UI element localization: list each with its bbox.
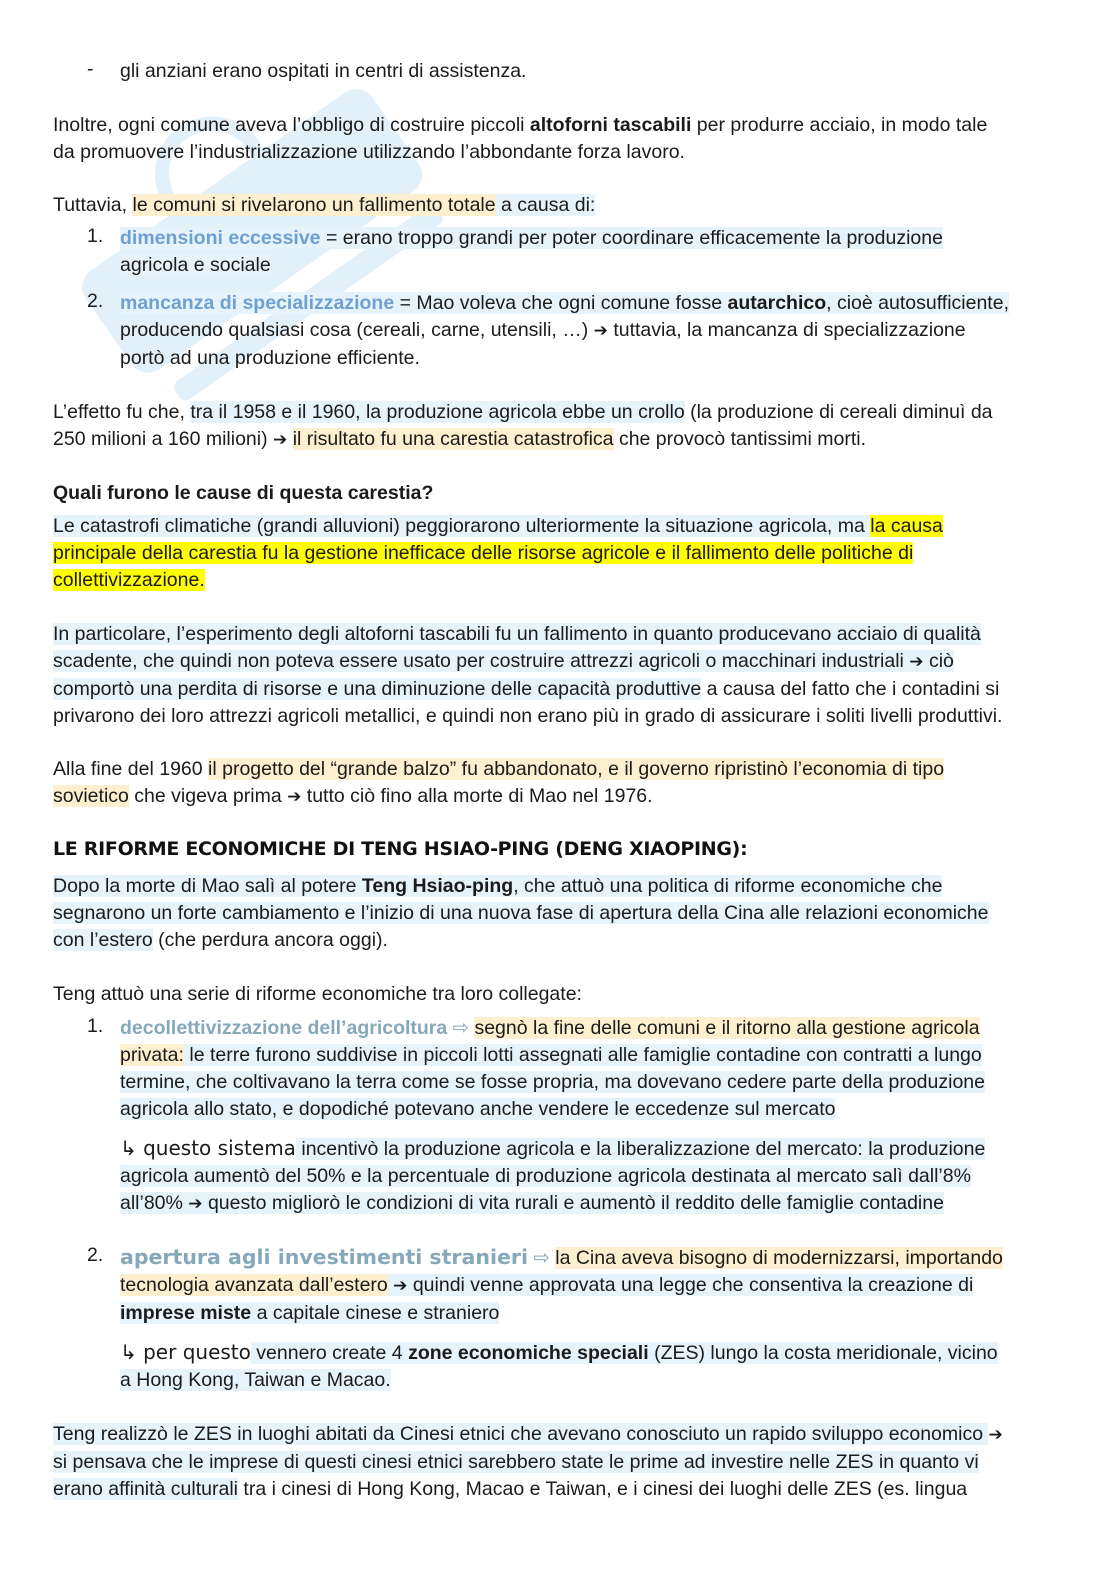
- highlight-span: incentivò la produzione agricola e la liberalizzazione del mercato: la produzione: [295, 1138, 986, 1160]
- text-span: Inoltre, ogni comune aveva l’obbligo di costruire piccoli: [53, 114, 530, 136]
- bullet-anziani: gli anziani erano ospitati in centri di assistenza.: [120, 60, 527, 82]
- text-span: che vigeva prima: [128, 785, 288, 807]
- highlight-span: erano affinità culturali: [53, 1478, 239, 1500]
- paragraph-particolare: [53, 621, 1063, 730]
- paragraph-inoltre: [53, 112, 1063, 166]
- text-span: all’80%: [120, 1192, 189, 1214]
- cause-item-2: [120, 290, 1065, 372]
- text-span: 250 milioni a 160 milioni): [53, 428, 274, 450]
- text-span: Dopo la morte di Mao salì al potere: [53, 875, 362, 897]
- strong-highlight: la causa: [870, 515, 943, 537]
- arrow-icon: ➔: [287, 787, 302, 807]
- highlight-fallimento: le comuni si rivelarono un fallimento totale: [132, 194, 496, 216]
- text-span: che provocò tantissimi morti.: [613, 428, 867, 450]
- highlight-span: termine, che coltivavano la terra come se fosse propria, ma dovevano cedere parte della produzione: [120, 1071, 985, 1093]
- text-span: = Mao voleva che ogni comune fosse: [394, 292, 728, 314]
- text-span: tra i cinesi di Hong Kong, Macao e Taiwan, e i cinesi dei luoghi delle ZES (es. lingua: [238, 1478, 968, 1500]
- cause-item-1: [120, 225, 1065, 279]
- term-apertura: apertura agli investimenti stranieri: [120, 1245, 529, 1269]
- list-number-2: 2.: [87, 1244, 104, 1266]
- text-line: portò ad una produzione efficiente.: [120, 347, 420, 369]
- arrow-icon: ➔: [273, 430, 288, 450]
- highlight-span: agricola aumentò del 50% e la percentuale di produzione agricola destinata al mercato salì dall’8%: [120, 1165, 971, 1187]
- highlight-crollo: tra il 1958 e il 1960, la produzione agricola ebbe un crollo: [190, 401, 685, 423]
- bold-zes: zone economiche speciali: [408, 1342, 649, 1364]
- sub-arrow-heading: ↳ per questo: [120, 1340, 251, 1364]
- text-span: , cioè autosufficiente,: [826, 292, 1009, 314]
- highlight-span: le terre furono suddivise in piccoli lotti assegnati alle famiglie contadine con contratti a lungo: [183, 1044, 982, 1066]
- double-arrow-icon: ⇨: [447, 1017, 475, 1039]
- highlight-span: sovietico: [53, 785, 129, 807]
- highlight-span: privata:: [120, 1044, 184, 1066]
- term-decollettivizzazione: decollettivizzazione dell’agricoltura: [120, 1017, 448, 1039]
- list-number-1: 1.: [87, 1015, 104, 1037]
- paragraph-catastrofi: [53, 513, 1063, 594]
- paragraph-zes: [53, 1421, 1068, 1503]
- text-span: (che perdura ancora oggi).: [152, 929, 388, 951]
- reform-1-consequence: [120, 1135, 1065, 1218]
- paragraph-fine-1960: [53, 756, 1063, 811]
- arrow-icon: ➔: [593, 321, 608, 341]
- text-span: Tuttavia,: [53, 194, 133, 216]
- highlight-span: con l’estero: [53, 929, 153, 951]
- strong-highlight: principale della carestia fu la gestione inefficace delle risorse agricole e il fallimento delle politiche di: [53, 542, 914, 564]
- bold-altoforni: altoforni tascabili: [529, 114, 692, 136]
- text-line: da promuovere l’industrializzazione utilizzando l’abbondante forza lavoro.: [53, 141, 685, 163]
- highlight-span: In particolare, l’esperimento degli altoforni tascabili fu un fallimento in quanto producevano acciaio di qualità: [53, 623, 981, 645]
- paragraph-teng-attuo: Teng attuò una serie di riforme economiche tra loro collegate:: [53, 983, 582, 1005]
- bold-autarchico: autarchico: [727, 292, 827, 314]
- text-span: a causa del fatto che i contadini si: [701, 678, 1000, 700]
- highlight-span: a causa di:: [495, 194, 596, 216]
- highlight-span: agricola e sociale: [120, 254, 271, 276]
- arrow-icon: ➔: [188, 1194, 203, 1214]
- text-span: (ZES) lungo la costa meridionale, vicino: [648, 1342, 998, 1364]
- text-line: privarono dei loro attrezzi agricoli metallici, e quindi non erano più in grado di assicurare i soliti livelli produttivi.: [53, 705, 1003, 727]
- reform-item-1: [120, 1015, 1065, 1123]
- highlight-span: Le catastrofi climatiche (grandi alluvioni) peggiorarono ulteriormente la situazione agricola, ma: [53, 515, 871, 537]
- bold-imprese-miste: imprese miste: [120, 1302, 252, 1324]
- term-specializzazione: mancanza di specializzazione: [120, 292, 395, 314]
- double-arrow-icon: ⇨: [528, 1247, 556, 1269]
- arrow-icon: ➔: [909, 652, 924, 672]
- paragraph-dopo: [53, 873, 1063, 954]
- highlight-span: comportò una perdita di risorse e una diminuzione delle capacità produttive: [53, 678, 702, 700]
- highlight-span: Teng realizzò le ZES in luoghi abitati da Cinesi etnici che avevano conosciuto un rapido sviluppo economico: [53, 1423, 989, 1445]
- highlight-span: la Cina aveva bisogno di modernizzarsi, importando: [555, 1247, 1003, 1269]
- highlight-carestia: il risultato fu una carestia catastrofica: [292, 428, 614, 450]
- text-span: , che attuò una politica di riforme economiche che: [513, 875, 943, 897]
- text-span: ciò: [923, 650, 954, 672]
- sub-arrow-heading: ↳ questo sistema: [120, 1136, 296, 1160]
- arrow-icon: ➔: [988, 1425, 1003, 1445]
- text-span: questo migliorò le condizioni di vita rurali e aumentò il reddito delle famiglie contadine: [202, 1192, 944, 1214]
- list-dash: -: [87, 58, 94, 80]
- highlight-span: a Hong Kong, Taiwan e Macao.: [120, 1369, 391, 1391]
- reform-item-2: [120, 1244, 1065, 1327]
- text-span: Alla fine del 1960: [53, 758, 209, 780]
- text-span: tuttavia, la mancanza di specializzazione: [607, 319, 966, 341]
- reform-2-consequence: [120, 1339, 1065, 1394]
- section-title: LE RIFORME ECONOMICHE DI TENG HSIAO-PING (DENG XIAOPING):: [53, 838, 748, 860]
- highlight-span: segnarono un forte cambiamento e l’inizio di una nuova fase di apertura della Cina alle relazioni economiche: [53, 902, 989, 924]
- question-heading: Quali furono le cause di questa carestia?: [53, 482, 434, 504]
- term-dimensioni: dimensioni eccessive: [120, 227, 321, 249]
- text-span: = erano troppo grandi per poter coordinare efficacemente la produzione: [320, 227, 943, 249]
- text-span: scadente, che quindi non poteva essere usato per costruire attrezzi agricoli o macchinari industriali: [53, 650, 910, 672]
- bold-teng: Teng Hsiao-ping: [361, 875, 514, 897]
- text-span: (la produzione di cereali diminuì da: [684, 401, 993, 423]
- text-span: per produrre acciaio, in modo tale: [691, 114, 988, 136]
- text-span: quindi venne approvata una legge che consentiva la creazione di: [407, 1274, 974, 1296]
- text-span: [287, 428, 292, 450]
- paragraph-effetto: [53, 399, 1063, 454]
- arrow-icon: ➔: [387, 1276, 408, 1296]
- highlight-span: agricola allo stato, e dopodiché potevano anche vendere le eccedenze sul mercato: [120, 1098, 836, 1120]
- text-span: vennero create 4: [250, 1342, 409, 1364]
- highlight-grande-balzo: il progetto del “grande balzo” fu abbandonato, e il governo ripristinò l’economia di tipo: [208, 758, 945, 780]
- text-span: producendo qualsiasi cosa (cereali, carne, utensili, …): [120, 319, 594, 341]
- highlight-span: a capitale cinese e straniero: [251, 1302, 500, 1324]
- strong-highlight: collettivizzazione.: [53, 569, 205, 591]
- highlight-span: tecnologia avanzata dall’estero: [120, 1274, 388, 1296]
- text-span: tutto ciò fino alla morte di Mao nel 1976.: [301, 785, 653, 807]
- paragraph-tuttavia: [53, 192, 1063, 219]
- list-number-2: 2.: [87, 290, 104, 312]
- highlight-span: segnò la fine delle comuni e il ritorno alla gestione agricola: [474, 1017, 980, 1039]
- highlight-span: si pensava che le imprese di questi cinesi etnici sarebbero state le prime ad investire nelle ZES in quanto vi: [53, 1451, 979, 1473]
- list-number-1: 1.: [87, 225, 104, 247]
- text-span: L’effetto fu che,: [53, 401, 191, 423]
